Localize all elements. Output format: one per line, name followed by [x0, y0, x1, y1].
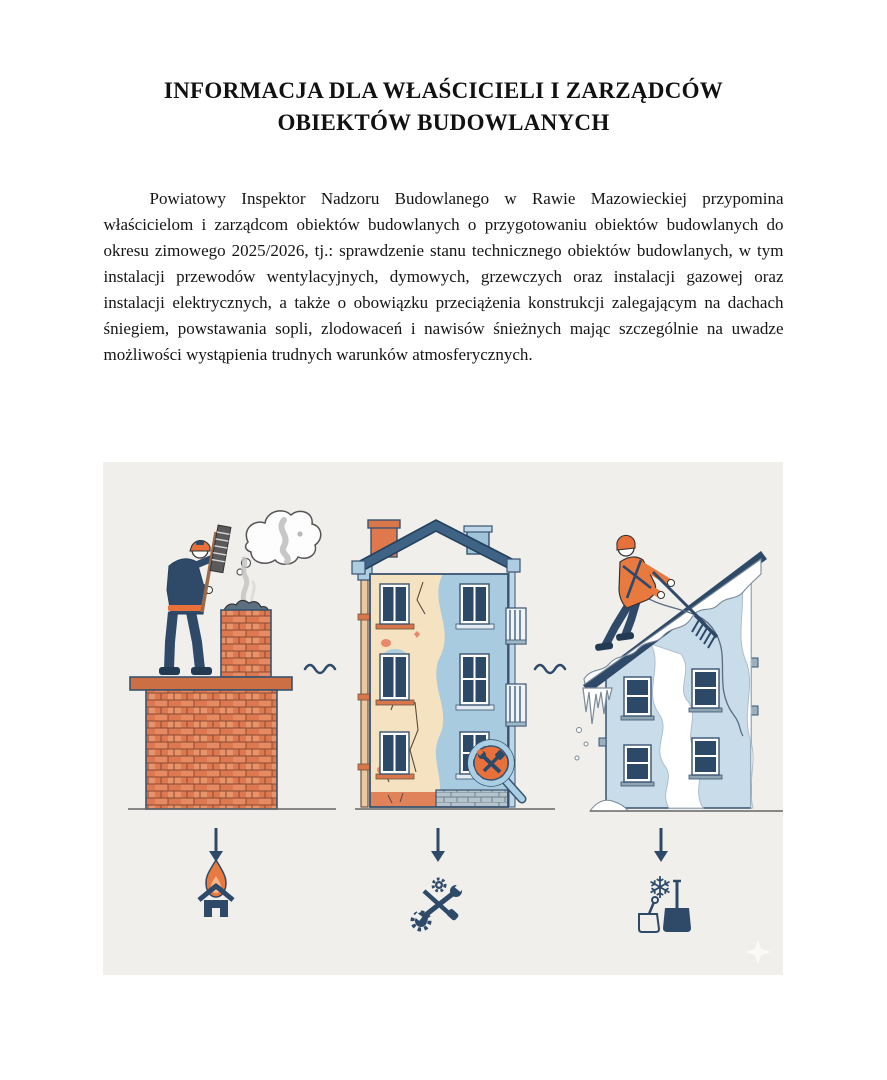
document-paragraph: Powiatowy Inspektor Nadzoru Budowlanego w Rawie Mazowieckiej przypomina właścicielom i zarządcom obiektów budowlanych o przygotowaniu obiektów budowlanych do okresu zimowego 2025/2026, tj.: sprawdzenie stanu technicznego obiektów budowlanych, w tym instalacji przewodów wentylacyjnych, dymowych, grzewczych oraz instalacji gazowej oraz instalacji elektrycznych, a także o obowiązku przeciążenia konstrukcji zalegającym na dachach śniegiem, powstawania sopli, zlodowaceń i nawisów śnieżnych mając szczególnie na uwadze możliwości wystąpienia trudnych warunków atmosferycznych.	[103, 189, 784, 365]
chimney-sweep-worker	[159, 525, 231, 675]
down-arrow-icon	[431, 828, 445, 862]
inspected-building	[352, 520, 526, 807]
balcony-railing	[506, 608, 526, 644]
wave-separator	[305, 665, 335, 673]
house-fire-icon	[199, 860, 233, 917]
scene-snow-removal	[575, 535, 783, 811]
brick-chimney	[130, 600, 292, 809]
scene-building-inspection	[352, 520, 555, 809]
smoke-cloud	[237, 511, 321, 575]
title-line-1: INFORMACJA DLA WŁAŚCICIELI I ZARZĄDCÓW	[163, 78, 724, 103]
roof	[352, 520, 520, 574]
snowflake-icon: ❄	[647, 871, 673, 906]
sparkle-watermark	[745, 939, 771, 965]
document-title	[60, 75, 827, 139]
balcony-railing	[506, 684, 526, 726]
snowflake-shovel-icon	[639, 871, 691, 932]
shovel-filled	[663, 908, 691, 932]
down-arrow-icon	[654, 828, 668, 862]
winter-preparedness-illustration	[103, 462, 783, 975]
title-line-2: OBIEKTÓW BUDOWLANYCH	[277, 110, 610, 136]
scene-chimney-sweep	[128, 511, 336, 809]
down-arrow-icon	[209, 828, 223, 862]
repair-tools-icon	[413, 879, 464, 930]
stone-base	[436, 790, 508, 807]
wave-separator	[535, 665, 565, 673]
chimney-brush	[202, 525, 231, 612]
beanie-hat	[617, 535, 635, 550]
